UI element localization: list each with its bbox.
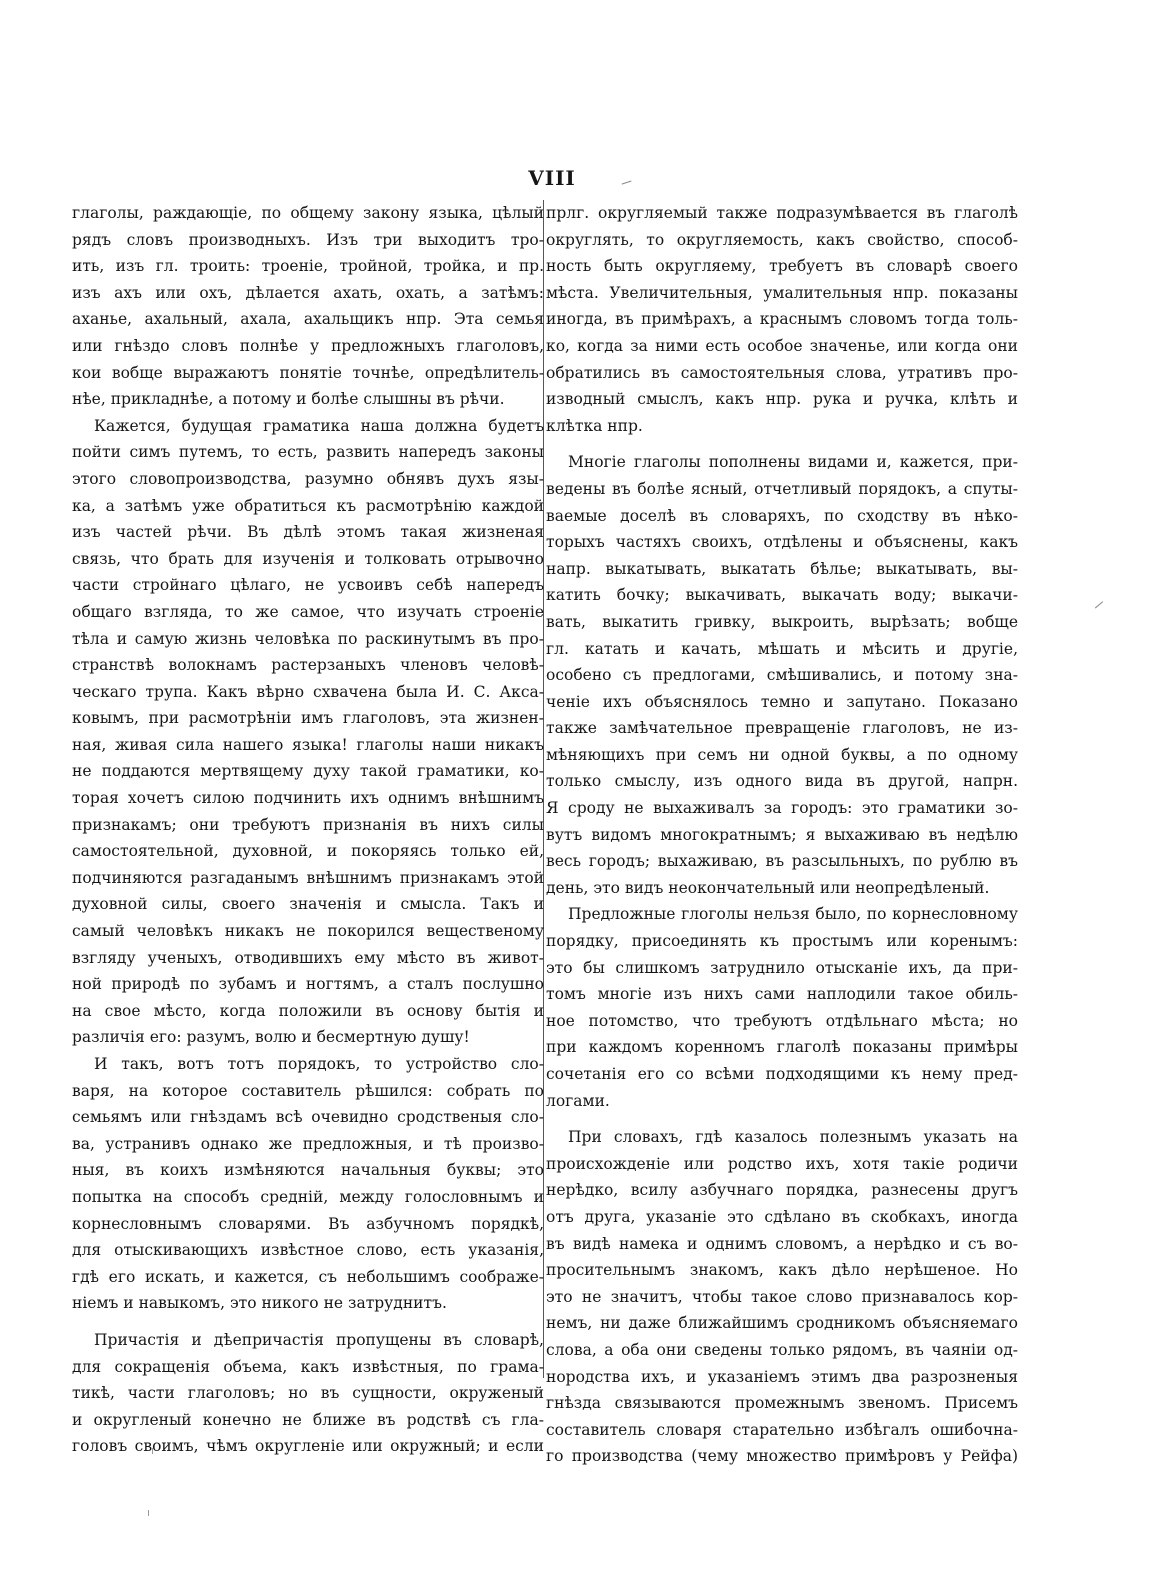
text-line: части стройнаго цѣлаго, не усвоивъ себѣ напередъ <box>72 576 544 595</box>
text-line: общаго взгляда, то же самое, что изучать строеніе <box>72 602 544 621</box>
text-line: гдѣ его искать, и кажется, съ небольшимъ соображе- <box>72 1267 544 1286</box>
text-line: изъ ахъ или охъ, дѣлается ахать, охать, а затѣмъ: <box>72 283 544 302</box>
text-line: изводный смыслъ, какъ нпр. рука и ручка, клѣть и <box>546 390 1018 409</box>
text-line: мѣста. Увеличительныя, умалительныя нпр. показаны <box>546 283 1018 302</box>
text-line: ное потомство, что требуютъ отдѣльнаго мѣста; но <box>546 1011 1018 1030</box>
text-line: аханье, ахальный, ахала, ахальщикъ нпр. Эта семья <box>72 310 544 329</box>
text-line: напр. выкатывать, выкатать бѣлье; выкатывать, вы- <box>546 559 1018 578</box>
text-line: прлг. округляемый также подразумѣвается въ глаголѣ <box>546 204 1018 222</box>
text-line: этого словопроизводства, разумно обнявъ духъ язы- <box>72 469 544 488</box>
text-line: при каждомъ коренномъ глаголѣ показаны примѣры <box>546 1038 1018 1057</box>
text-line: При словахъ, гдѣ казалось полезнымъ указать на <box>568 1128 1018 1147</box>
text-line: го производства (чему множество примѣровъ у Рейфа) <box>546 1447 1018 1466</box>
text-line: нерѣдко, всилу азбучнаго порядка, разнесены другъ <box>546 1181 1018 1200</box>
page-number: VIII <box>528 166 576 190</box>
text-line: самостоятельной, духовной, и покоряясь только ей, <box>72 842 544 861</box>
text-line: мѣняющихъ при семъ ни одной буквы, а по одному <box>546 745 1018 764</box>
text-line: изъ частей рѣчи. Въ дѣлѣ этомъ такая жизненая <box>72 523 544 542</box>
text-line: ва, устранивъ однако же предложныя, и тѣ произво- <box>72 1134 544 1153</box>
text-line: слова, а оба они сведены только рядомъ, въ чаяніи од- <box>546 1340 1018 1359</box>
text-line: гл. катать и качать, мѣшать и мѣсить и другіе, <box>546 639 1018 658</box>
text-line: торая хочетъ силою подчинить ихъ однимъ внѣшнимъ <box>72 789 544 808</box>
text-columns <box>72 200 1092 1466</box>
text-line: гнѣзда связываются промежнымъ звеномъ. Присемъ <box>546 1394 1018 1413</box>
text-line: ить, изъ гл. троить: троеніе, тройной, тройка, и пр. <box>72 257 544 276</box>
text-line: ніемъ и навыкомъ, это никого не затруднитъ. <box>72 1294 447 1313</box>
text-line: духовной силы, своего значенія и смысла. Такъ и <box>72 895 544 914</box>
text-line: ной природѣ по зубамъ и ногтямъ, а сталъ послушно <box>72 975 544 994</box>
scan-mark <box>622 181 633 188</box>
text-line: логами. <box>546 1091 610 1110</box>
text-line: рядъ словъ производныхъ. Изъ три выходитъ тро- <box>72 230 544 249</box>
text-line: глаголы, раждающіе, по общему закону языка, цѣлый <box>72 204 544 222</box>
text-line: день, это видъ неокончательный или неопредѣленый. <box>546 878 990 897</box>
text-line: Кажется, будущая граматика наша должна будетъ <box>94 416 544 435</box>
text-line: отъ друга, указаніе это сдѣлано въ скобкахъ, иногда <box>546 1207 1018 1226</box>
text-line: ковымъ, при расмотрѣніи имъ глаголовъ, эта жизнен- <box>72 709 544 728</box>
text-line: различія его: разумъ, волю и бесмертную душу! <box>72 1028 470 1047</box>
text-line: клѣтка нпр. <box>546 416 643 435</box>
text-line: томъ многіе изъ нихъ сами наплодили такое обиль- <box>546 985 1018 1004</box>
text-line: или гнѣздо словъ полнѣе у предложныхъ глаголовъ, <box>72 336 544 355</box>
text-line: составитель словаря старательно избѣгалъ ошибочна- <box>546 1420 1018 1439</box>
text-line: кои вобще выражаютъ понятіе точнѣе, опредѣлитель- <box>72 363 544 382</box>
text-line: весь городъ; выхаживаю, въ разсыльныхъ, по рублю въ <box>546 852 1018 871</box>
text-line: связь, что брать для изученія и толковать отрывочно <box>72 549 544 568</box>
text-line: это бы слишкомъ затруднило отысканіе ихъ, да при- <box>546 958 1018 977</box>
text-line: и округленый конечно не ближе въ родствѣ съ гла- <box>72 1410 544 1429</box>
text-line: попытка на способъ средній, между голословнымъ и <box>72 1187 544 1206</box>
text-line: ныя, въ коихъ измѣняются начальныя буквы; это <box>72 1161 544 1180</box>
text-line: также замѣчательное превращеніе глаголовъ, не из- <box>546 719 1018 738</box>
text-line: ко, когда за ними есть особое значенье, или когда они <box>546 336 1018 355</box>
text-line: И такъ, вотъ тотъ порядокъ, то устройство сло- <box>94 1055 544 1073</box>
text-line: иногда, въ примѣрахъ, а краснымъ словомъ тогда толь- <box>546 310 1018 329</box>
text-line: нѣе, прикладнѣе, а потому и болѣе слышны въ рѣчи. <box>72 390 505 409</box>
text-line: это не значитъ, чтобы такое слово признавалось кор- <box>546 1287 1018 1306</box>
text-line: сочетанія его со всѣми подходящими къ нему пред- <box>546 1065 1018 1083</box>
text-line: корнесловнымъ словарями. Въ азбучномъ порядкѣ, <box>72 1214 544 1233</box>
scan-mark <box>1095 601 1105 610</box>
text-line: Предложные глоголы нельзя было, по корнесловному <box>568 905 1018 924</box>
text-line: вутъ видомъ многократнымъ; я выхаживаю въ недѣлю <box>546 825 1018 844</box>
text-line: ность быть округляему, требуетъ въ словарѣ своего <box>546 257 1018 276</box>
text-line: взгляду ученыхъ, отводившихъ ему мѣсто въ живот- <box>72 948 544 967</box>
text-line: варя, на которое составитель рѣшился: собрать по <box>72 1081 544 1100</box>
text-line: головъ своимъ, чѣмъ округленіе или окружный; и если <box>72 1437 544 1456</box>
text-line: немъ, ни даже ближайшимъ сродникомъ объясняемаго <box>546 1314 1018 1333</box>
text-line: не поддаются мертвящему духу такой граматики, ко- <box>72 762 544 781</box>
text-line: ка, а затѣмъ уже обратиться къ расмотрѣнію каждой <box>72 496 544 515</box>
text-line: Я сроду не выхаживалъ за городъ: это граматики зо- <box>546 799 1018 818</box>
left-column <box>72 200 544 1460</box>
right-column <box>546 200 1018 1470</box>
text-line: округлять, то округляемость, какъ свойство, способ- <box>546 230 1018 249</box>
text-line: особено съ предлогами, смѣшивались, и потому зна- <box>546 666 1018 685</box>
text-line: для сокращенія объема, какъ извѣстныя, по грама- <box>72 1357 544 1376</box>
text-line: порядку, присоединять къ простымъ или коренымъ: <box>546 932 1018 951</box>
text-line: для отыскивающихъ извѣстное слово, есть указанія, <box>72 1241 544 1260</box>
text-line: нородства ихъ, и указаніемъ этимъ два разрозненыя <box>546 1367 1018 1386</box>
text-line: Многіе глаголы пополнены видами и, кажется, при- <box>568 453 1018 472</box>
text-line: ведены въ болѣе ясный, отчетливый порядокъ, а спуты- <box>546 479 1018 498</box>
text-line: торыхъ частяхъ своихъ, отдѣлены и объяснены, какъ <box>546 533 1018 552</box>
text-line: катить бочку; выкачивать, выкачать воду; выкачи- <box>546 586 1018 605</box>
text-line: происхожденіе или родство ихъ, хотя такіе родичи <box>546 1154 1018 1173</box>
scan-dot <box>148 1510 149 1516</box>
text-line: на свое мѣсто, когда положили въ основу бытія и <box>72 1001 544 1020</box>
text-line: ческаго трупа. Какъ вѣрно схвачена была И. С. Акса- <box>72 682 544 701</box>
text-line: семьямъ или гнѣздамъ всѣ очевидно сродственыя сло- <box>72 1108 544 1127</box>
text-line: подчиняются разгаданымъ внѣшнимъ признакамъ этой <box>72 868 544 887</box>
text-line: самый человѣкъ никакъ не покорился вещественому <box>72 922 544 941</box>
text-line: ваемые доселѣ въ словаряхъ, по сходству въ нѣко- <box>546 506 1018 525</box>
text-line: просительнымъ знакомъ, какъ дѣло нерѣшеное. Но <box>546 1261 1018 1280</box>
text-line: ная, живая сила нашего языка! глаголы наши никакъ <box>72 735 544 754</box>
text-line: пойти симъ путемъ, то есть, развить напередъ законы <box>72 443 544 462</box>
text-line: Причастія и дѣепричастія пропущены въ словарѣ, <box>94 1330 544 1349</box>
text-line: тѣла и самую жизнь человѣка по раскинутымъ въ про- <box>72 629 544 648</box>
text-line: признакамъ; они требуютъ признанія въ нихъ силы <box>72 815 544 834</box>
text-line: только смыслу, изъ одного вида въ другой, напрн. <box>546 772 1018 791</box>
text-line: обратились въ самостоятельныя слова, утративъ про- <box>546 363 1018 382</box>
text-line: странствѣ волокнамъ растерзаныхъ членовъ человѣ- <box>72 656 544 675</box>
text-line: вать, выкатить гривку, выкроить, вырѣзать; вобще <box>546 612 1018 631</box>
text-line: въ видѣ намека и однимъ словомъ, а нерѣдко и съ во- <box>546 1234 1018 1253</box>
text-line: тикѣ, части глаголовъ; но въ сущности, окруженый <box>72 1384 544 1403</box>
text-line: ченіе ихъ объяснялось темно и запутано. Показано <box>546 692 1018 711</box>
